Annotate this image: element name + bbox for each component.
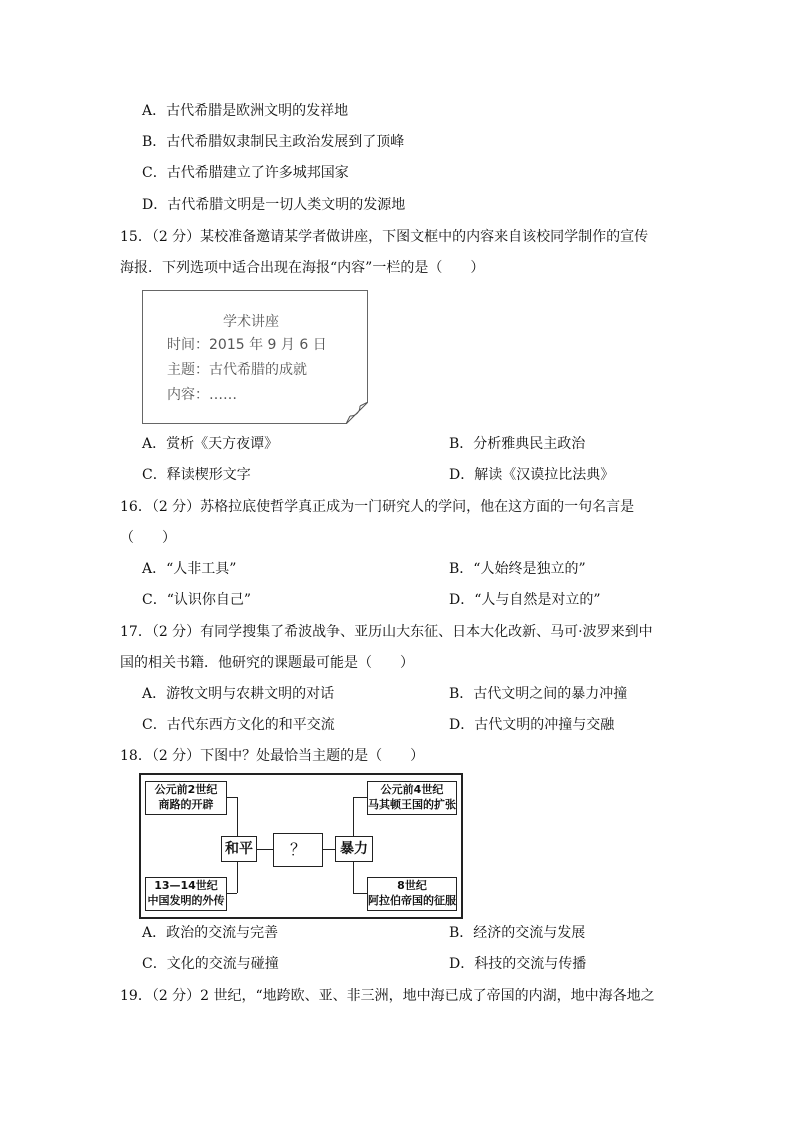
connector-line: [257, 849, 273, 850]
poster-time: 时间：2015 年 9 月 6 日: [167, 337, 327, 353]
q16-option-a: A．“人非工具”: [142, 561, 237, 577]
diagram-box-bottom-left: [145, 877, 227, 911]
q14-option-c: C．古代希腊建立了许多城邦国家: [142, 165, 349, 181]
q15-option-d: D．解读《汉谟拉比法典》: [449, 467, 615, 483]
q16-option-b: B．“人始终是独立的”: [449, 561, 586, 577]
q18-option-a: A．政治的交流与完善: [142, 925, 279, 941]
q15-stem-line1: 15．（2 分）某校准备邀请某学者做讲座，下图文框中的内容来自该校同学制作的宣传: [120, 229, 649, 245]
q17-option-d: D．古代文明的冲撞与交融: [449, 717, 615, 733]
diagram-box-peace: 和平: [221, 836, 257, 862]
diagram-box-bottom-right: [367, 877, 457, 911]
connector-line: [353, 797, 367, 798]
poster-content: 内容：……: [167, 387, 237, 403]
box-era: 8世纪: [397, 879, 427, 892]
q15-option-c: C．释读楔形文字: [142, 467, 251, 483]
box-event: 商路的开辟: [158, 798, 214, 811]
diagram-box-question: ？: [273, 833, 323, 867]
box-era: 公元前4世纪: [380, 783, 444, 796]
q14-option-d: D．古代希腊文明是一切人类文明的发源地: [142, 197, 406, 213]
q17-option-b: B．古代文明之间的暴力冲撞: [449, 686, 628, 702]
poster-topic: 主题：古代希腊的成就: [167, 362, 307, 378]
poster-title: 学术讲座: [223, 314, 279, 330]
q18-option-b: B．经济的交流与发展: [449, 925, 586, 941]
box-era: 13—14世纪: [154, 879, 218, 892]
diagram-box-violence: 暴力: [335, 836, 373, 862]
q18-diagram: [139, 773, 463, 919]
connector-line: [321, 849, 335, 850]
q16-option-c: C．“认识你自己”: [142, 592, 252, 608]
q19-stem-line1: 19．（2 分）2 世纪，“地跨欧、亚、非三洲，地中海已成了帝国的内湖，地中海各地之: [120, 988, 655, 1004]
q17-stem-line1: 17．（2 分）有同学搜集了希波战争、亚历山大东征、日本大化改新、马可·波罗来到中: [120, 624, 653, 640]
q17-option-c: C．古代东西方文化的和平交流: [142, 717, 335, 733]
q15-poster: [142, 290, 368, 424]
q15-option-a: A．赏析《天方夜谭》: [142, 436, 279, 452]
diagram-box-top-left: [145, 781, 227, 815]
q17-option-a: A．游牧文明与农耕文明的对话: [142, 686, 335, 702]
q14-option-b: B．古代希腊奴隶制民主政治发展到了顶峰: [142, 134, 405, 150]
box-event: 阿拉伯帝国的征服: [368, 894, 456, 907]
q16-option-d: D．“人与自然是对立的”: [449, 592, 601, 608]
q18-option-c: C．文化的交流与碰撞: [142, 956, 279, 972]
q16-stem-line2: （ ）: [120, 530, 176, 546]
q18-stem: 18．（2 分）下图中？处最恰当主题的是（ ）: [120, 748, 425, 764]
q15-option-b: B．分析雅典民主政治: [449, 436, 586, 452]
box-era: 公元前2世纪: [154, 783, 218, 796]
diagram-box-top-right: [367, 781, 457, 815]
box-event: 马其顿王国的扩张: [368, 798, 456, 811]
page-curl-icon: [346, 402, 368, 424]
q18-option-d: D．科技的交流与传播: [449, 956, 587, 972]
box-event: 中国发明的外传: [147, 894, 225, 907]
q16-stem-line1: 16．（2 分）苏格拉底使哲学真正成为一门研究人的学问，他在这方面的一句名言是: [120, 499, 635, 515]
connector-line: [353, 893, 367, 894]
q14-option-a: A．古代希腊是欧洲文明的发祥地: [142, 103, 349, 119]
q15-stem-line2: 海报．下列选项中适合出现在海报“内容”一栏的是（ ）: [120, 260, 485, 276]
q17-stem-line2: 国的相关书籍．他研究的课题最可能是（ ）: [120, 655, 414, 671]
